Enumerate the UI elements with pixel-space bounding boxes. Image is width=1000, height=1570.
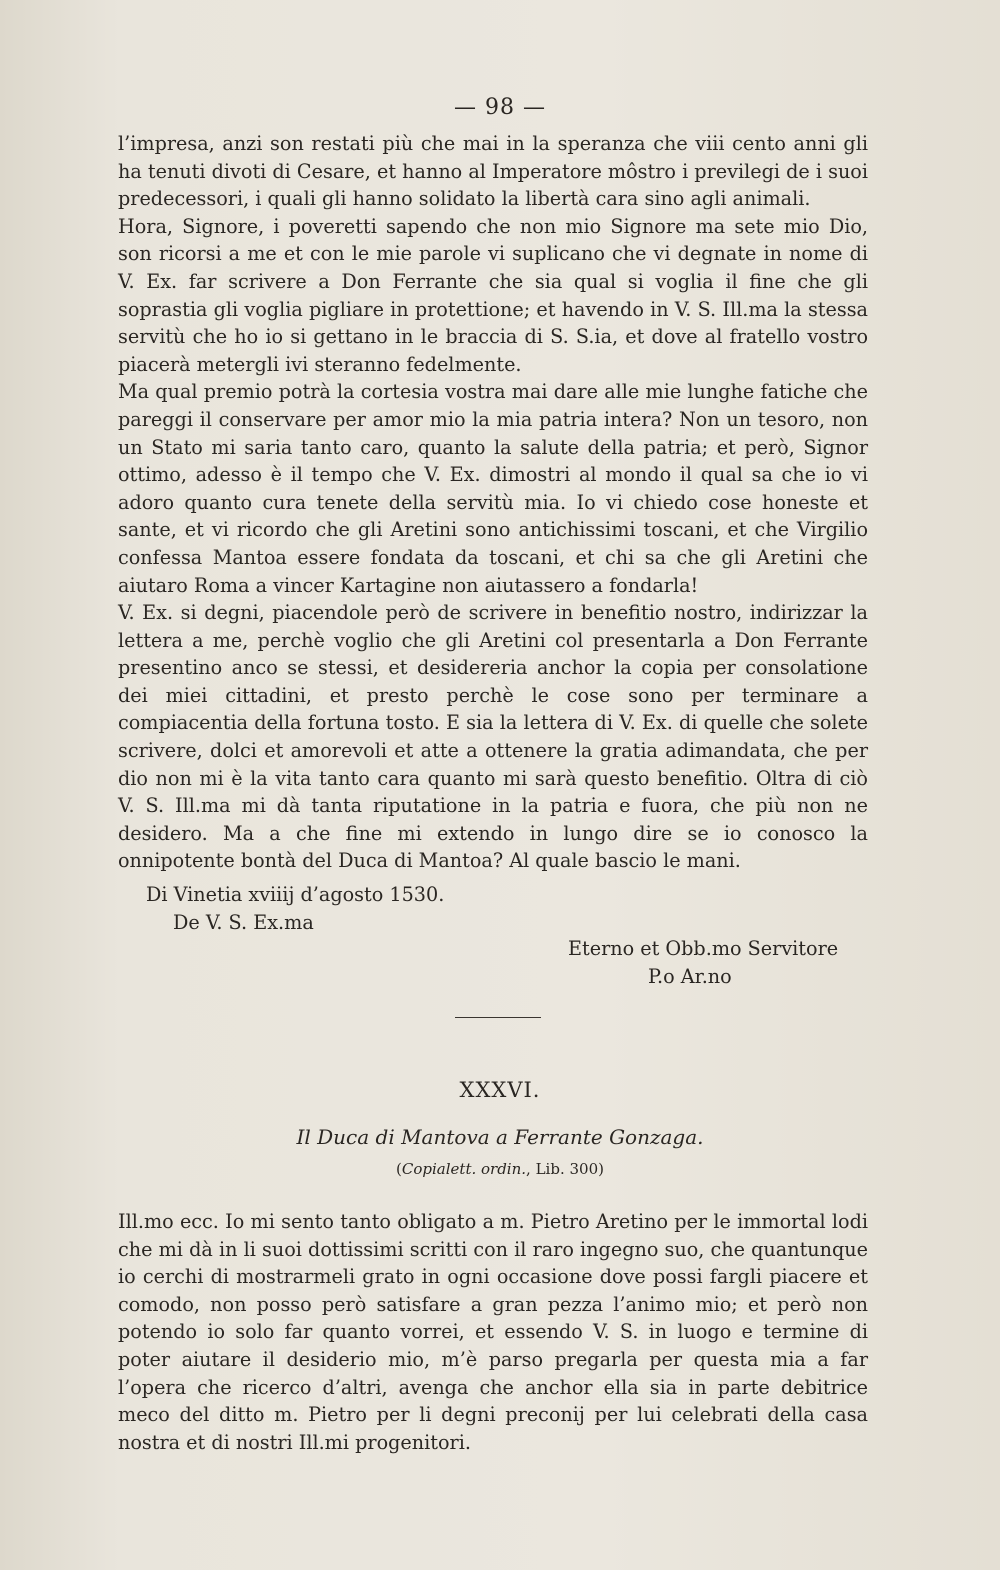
section-title: Il Duca di Mantova a Ferrante Gonzaga. [296,1125,704,1149]
date-line: Di Vinetia xviiij d’agosto 1530. [146,883,445,907]
letter-paragraph: Ill.mo ecc. Io mi sento tanto obligato a m. Pietro Aretino per le immortal lodi che mi dà in li suoi dottissimi scritti con il raro ingegno suo, che quantunque io cerchi di mostrarmeli grato in ogni occasione dove possi fargli piacere et comodo, non posso però satisfare a gran pezza l’animo mio; et però non potendo io solo far quanto vorrei, et essendo V. S. in luogo e termine di poter aiutare il desiderio mio, m’è parso pregarla per questa mia a far l’opera che ricerco d’altri, avenga che anchor ella sia in parte debitrice meco del ditto m. Pietro per li degni preconij per lui celebrati della casa nostra et di nostri Ill.mi progenitori. [118,1210,868,1454]
letter-closing [118,875,868,989]
letter-paragraph: Ma qual premio potrà la cortesia vostra mai dare alle mie lunghe fatiche che pareggi il conservare per amor mio la mia patria intera? Non un tesoro, non un Stato mi saria tanto caro, quanto la salute della patria; et però, Signor ottimo, adesso è il tempo che V. Ex. dimostri al mondo il qual sa che io vi adoro quanto cura tenete della servitù mia. Io vi chiedo cose honeste et sante, et vi ricordo che gli Aretini sono antichissimi toscani, et che Virgilio confessa Mantoa essere fondata da toscani, et chi sa che gli Aretini che aiutaro Roma a vincer Kartagine non aiutassero a fondarla! [118,380,868,597]
address-line: De V. S. Ex.ma [173,911,314,935]
section-number: XXXVI. [459,1078,541,1102]
source-open: ( [396,1160,402,1178]
signature-line: Eterno et Obb.mo Servitore [568,937,839,961]
section-divider [455,1017,541,1018]
page-number: — 98 — [454,95,546,120]
letter-paragraph: l’impresa, anzi son restati più che mai in la speranza che viii cento anni gli ha tenuti divoti di Cesare, et hanno al Imperatore môstro i previlegi de i suoi predecessori, i quali gli hanno solidato la libertà cara sino agli animali. [118,132,868,211]
section-source [0,1160,1000,1178]
source-rest: , Lib. 300) [526,1160,604,1178]
letter-paragraph: V. Ex. si degni, piacendole però de scrivere in benefitio nostro, indirizzar la lettera a me, perchè voglio che gli Aretini col presentarla a Don Ferrante presentino anco se stessi, et desidereria anchor la copia per consolatione dei miei cittadini, et presto perchè le cose sono per terminare a compiacentia della fortuna tosto. E sia la lettera di V. Ex. di quelle che solete scrivere, dolci et amorevoli et atte a ottenere la gratia adimandata, che per dio non mi è la vita tanto cara quanto mi sarà questo benefitio. Oltra di ciò V. S. Ill.ma mi dà tanta riputatione in la patria e fuora, che più non ne desidero. Ma a che fine mi extendo in lungo dire se io conosco la onnipotente bontà del Duca di Mantoa? Al quale bascio le mani. [118,601,868,873]
letter-body [118,130,868,989]
letter-paragraph: Hora, Signore, i poveretti sapendo che non mio Signore ma sete mio Dio, son ricorsi a me et con le mie parole vi suplicano che vi degnate in nome di V. Ex. far scrivere a Don Ferrante che sia qual si voglia il fine che gli soprastia gli voglia pigliare in protettione; et havendo in V. S. Ill.ma la stessa servitù che ho io si gettano in le braccia di S. S.ia, et dove al fratello vostro piacerà metergli ivi steranno fedelmente. [118,214,868,376]
signature-name: P.o Ar.no [648,965,732,989]
source-italic: Copialett. ordin. [401,1160,527,1178]
second-letter-body [118,1208,868,1456]
